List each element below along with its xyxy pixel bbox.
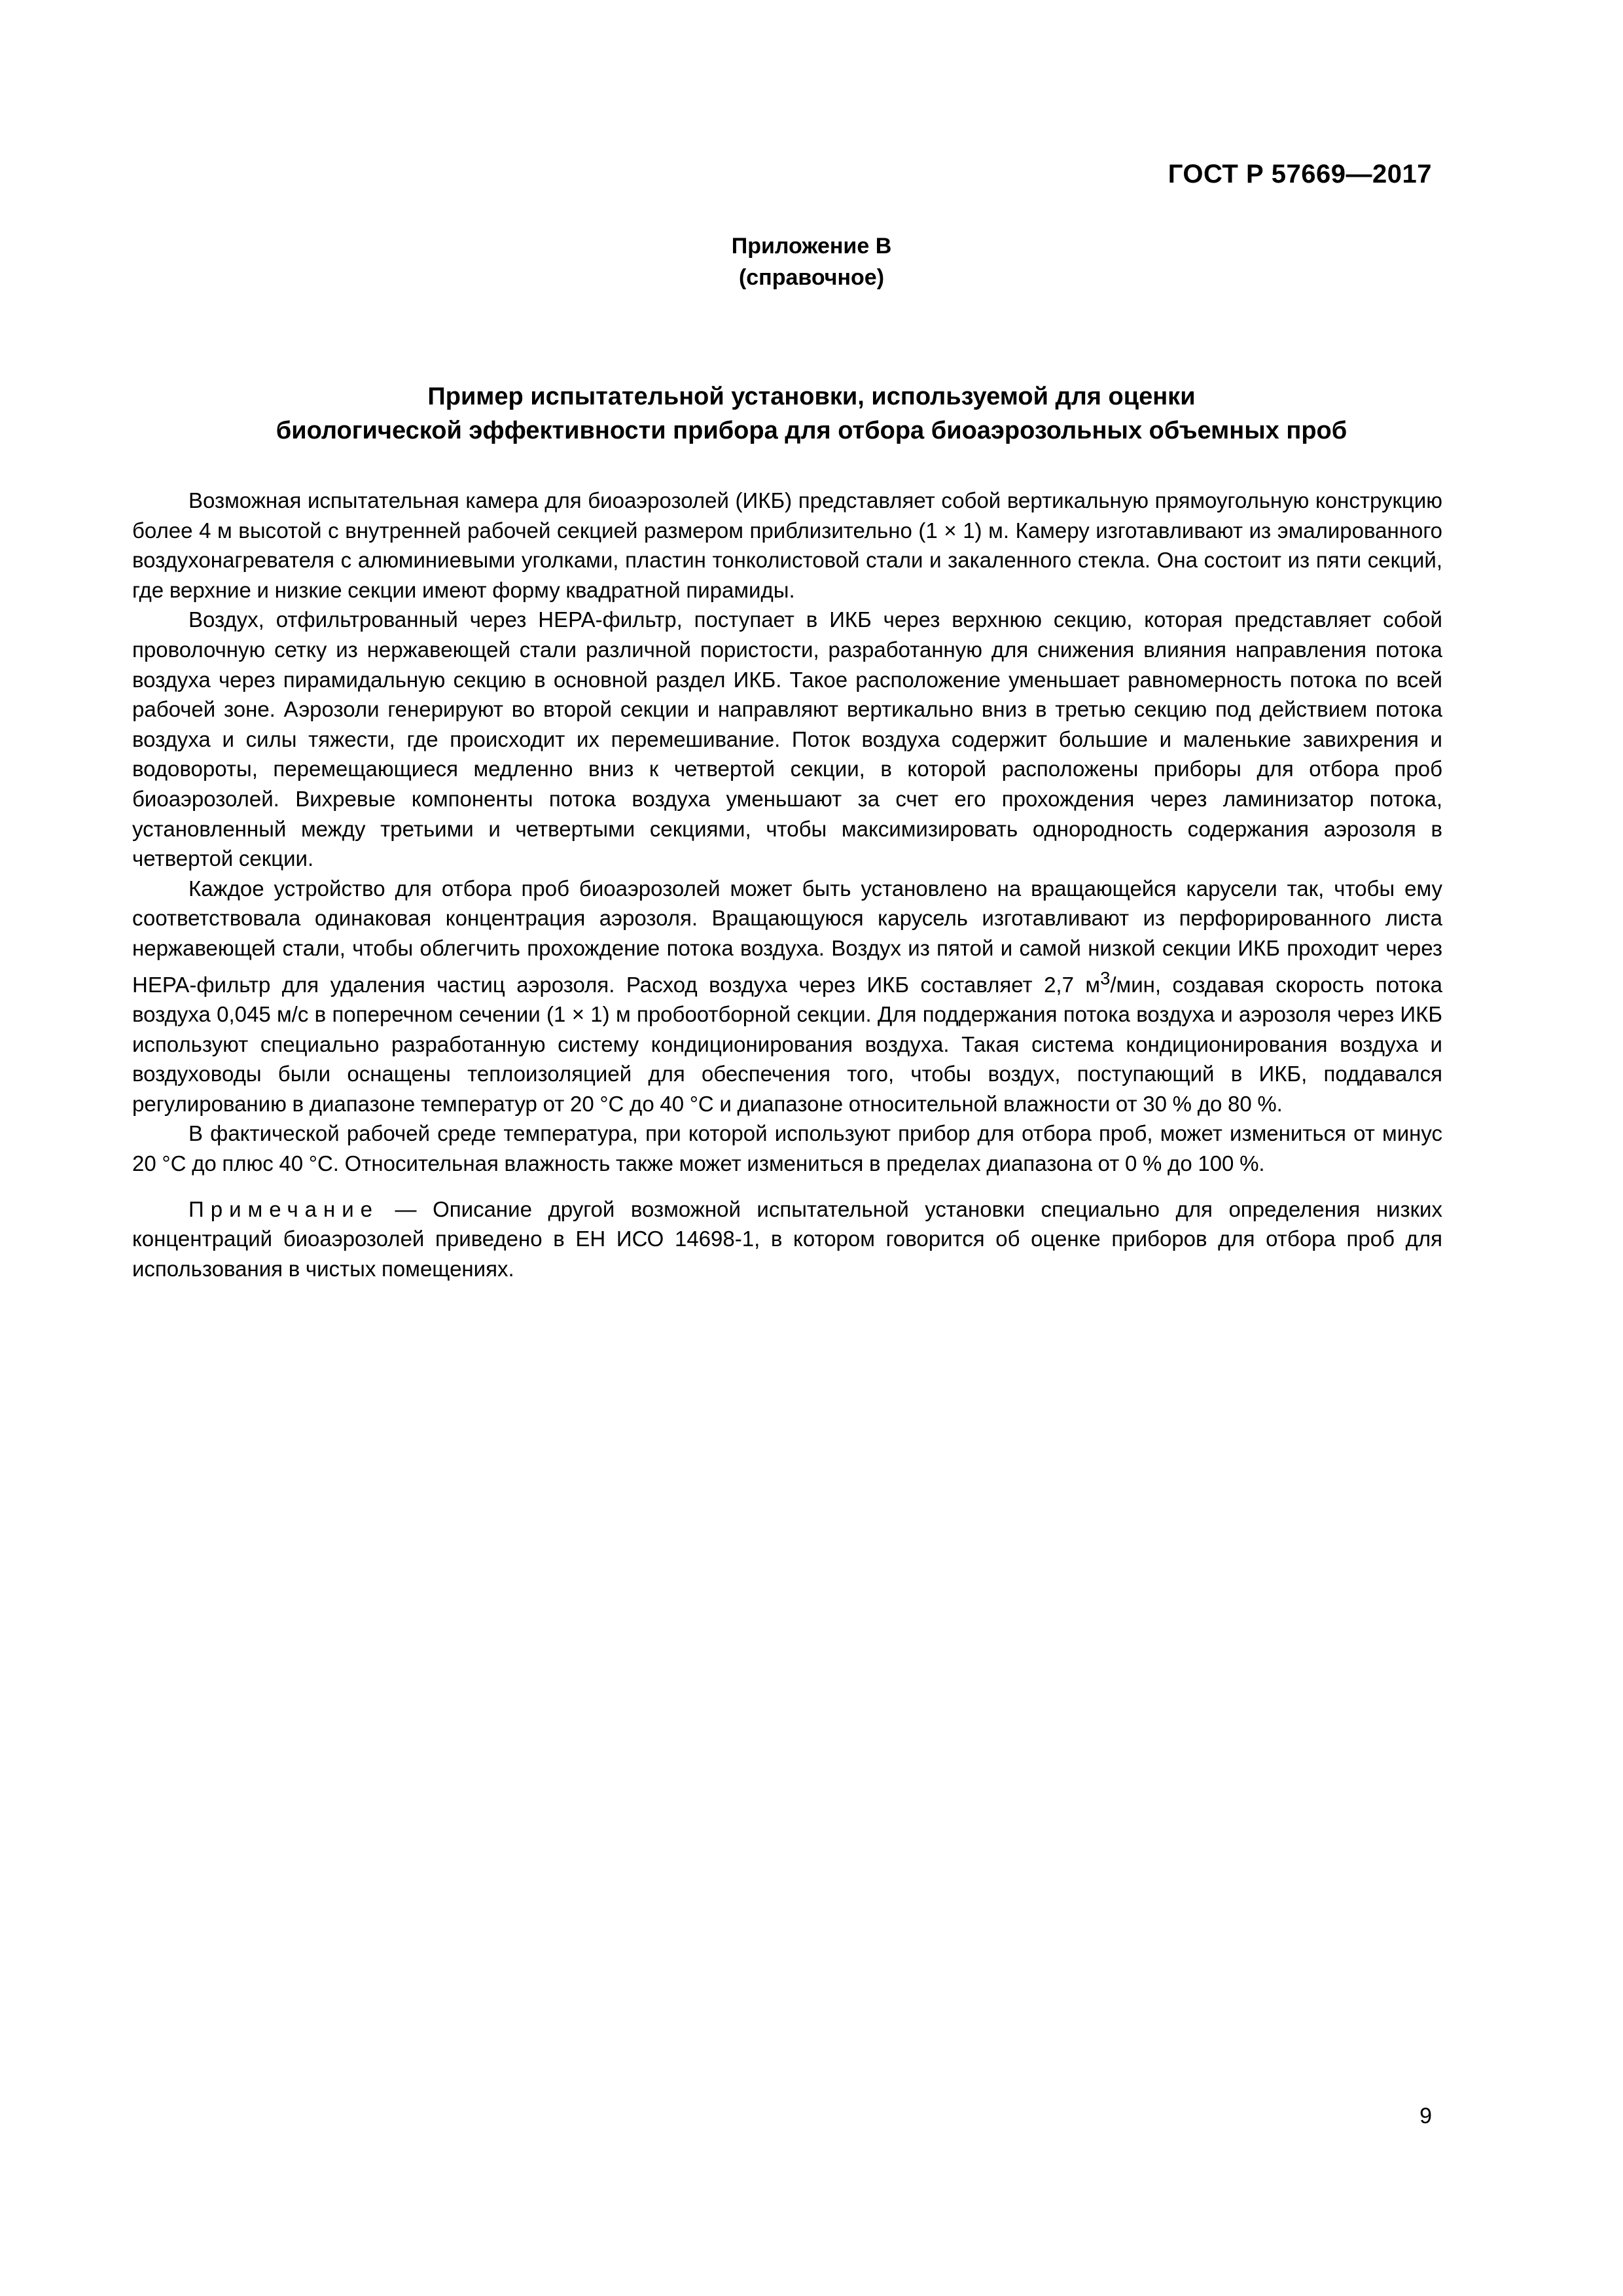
superscript-exponent: 3 bbox=[1100, 967, 1111, 988]
annex-title bbox=[0, 380, 1623, 448]
note-label: Примечание bbox=[188, 1196, 380, 1221]
paragraph-4: В фактической рабочей среде температура, при которой используют прибор для отбора проб, может измениться от минус 20 °С до плюс 40 °С. Относительная влажность также может измениться в пределах диапазона от 0 % до 100 %. bbox=[132, 1121, 1442, 1176]
annex-title-line-1: Пример испытательной установки, используемой для оценки bbox=[427, 383, 1196, 410]
body-text bbox=[132, 486, 1442, 1283]
document-code: ГОСТ Р 57669—2017 bbox=[1168, 160, 1432, 188]
note bbox=[132, 1194, 1442, 1284]
note-text: — Описание другой возможной испытательной установки специально для определения низких концентраций биоаэрозолей приведено в ЕН ИСО 14698-1, в котором говорится об оценке приборов для отбора проб для использования в чистых помещениях. bbox=[132, 1196, 1442, 1281]
paragraph-1: Возможная испытательная камера для биоаэрозолей (ИКБ) представляет собой вертикальную прямоугольную конструкцию более 4 м высотой с внутренней рабочей секцией размером приблизительно (1 × 1) м. Камеру изготавливают из эмалированного воздухонагревателя с алюминиевыми уголками, пластин тонколистовой стали и закаленного стекла. Она состоит из пяти секций, где верхние и низкие секции имеют форму квадратной пирамиды. bbox=[132, 488, 1442, 602]
paragraph-3 bbox=[132, 874, 1442, 1119]
annex-status: (справочное) bbox=[738, 265, 885, 290]
annex-heading bbox=[0, 230, 1623, 293]
paragraph-3-part-1: Каждое устройство для отбора проб биоаэрозолей может быть установлено на вращающейся карусели так, чтобы ему соответствовала одинаковая концентрация аэрозоля. Вращающуюся карусель изготавливают из перфорированного листа нержавеющей стали, чтобы облегчить прохождение потока воздуха. Воздух из пятой и самой низкой секции ИКБ проходит через HEPA-фильтр для удаления частиц аэрозоля. Расход воздуха через ИКБ составляет 2,7 м bbox=[132, 876, 1442, 997]
annex-label: Приложение В bbox=[731, 234, 892, 259]
page-number: 9 bbox=[1419, 2104, 1432, 2128]
paragraph-3-part-2: /мин, создавая скорость потока воздуха 0,045 м/с в поперечном сечении (1 × 1) м пробоотборной секции. Для поддержания потока воздуха и аэрозоля через ИКБ используют специально разработанную систему кондиционирования воздуха. Такая система кондиционирования воздуха и воздуховоды были оснащены теплоизоляцией для обеспечения того, чтобы воздух, поступающий в ИКБ, поддавался регулированию в диапазоне температур от 20 °С до 40 °С и диапазоне относительной влажности от 30 % до 80 %. bbox=[132, 972, 1442, 1116]
paragraph-2: Воздух, отфильтрованный через HEPA-фильтр, поступает в ИКБ через верхнюю секцию, которая представляет собой проволочную сетку из нержавеющей стали различной пористости, разработанную для снижения влияния направления потока воздуха через пирамидальную секцию в основной раздел ИКБ. Такое расположение уменьшает равномерность потока по всей рабочей зоне. Аэрозоли генерируют во второй секции и направляют вертикально вниз в третью секцию под действием потока воздуха и силы тяжести, где происходит их перемешивание. Поток воздуха содержит большие и маленькие завихрения и водовороты, перемещающиеся медленно вниз к четвертой секции, в которой расположены приборы для отбора проб биоаэрозолей. Вихревые компоненты потока воздуха уменьшают за счет его прохождения через ламинизатор потока, установленный между третьими и четвертыми секциями, чтобы максимизировать однородность содержания аэрозоля в четвертой секции. bbox=[132, 607, 1442, 871]
annex-title-line-2: биологической эффективности прибора для отбора биоаэрозольных объемных проб bbox=[276, 417, 1347, 444]
